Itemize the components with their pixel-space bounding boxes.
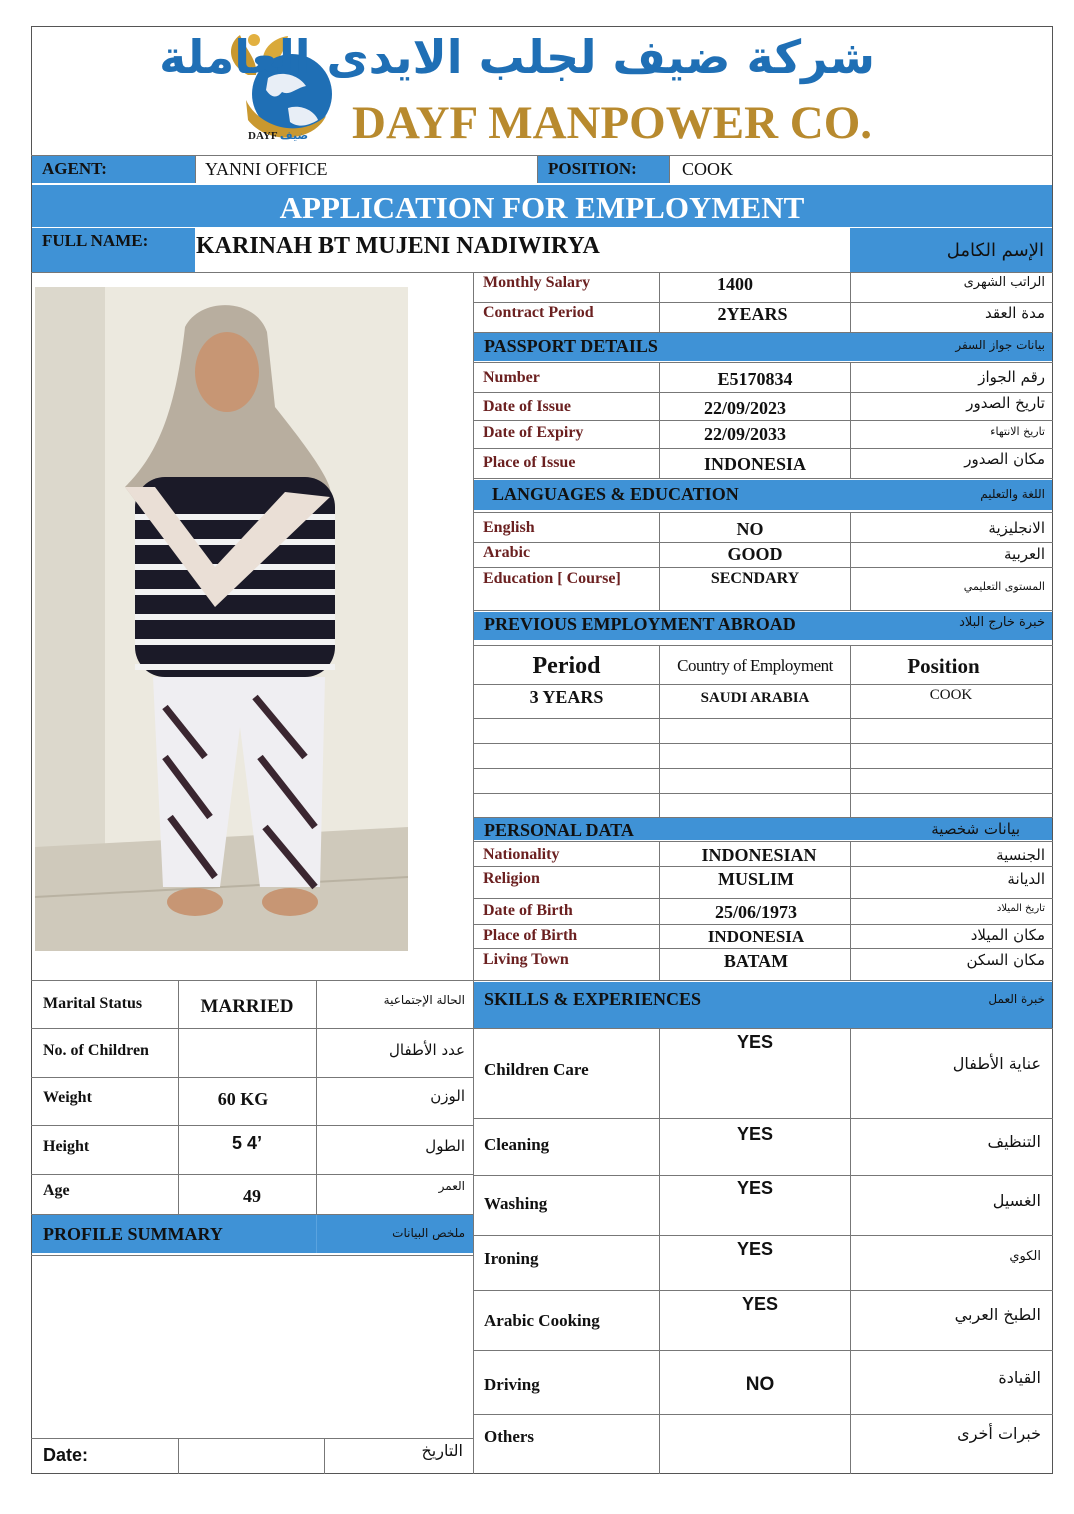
- fullname-value: KARINAH BT MUJENI NADIWIRYA: [196, 233, 600, 259]
- languages-section-arabic: اللغة والتعليم: [980, 487, 1045, 501]
- skill-value-driving: NO: [745, 1374, 775, 1395]
- expiry-date-label: Date of Expiry: [483, 424, 584, 441]
- profile-summary-area[interactable]: [32, 1256, 473, 1436]
- contract-period-value: 2YEARS: [717, 304, 788, 324]
- profile-summary-header: PROFILE SUMMARY: [43, 1224, 223, 1244]
- religion-arabic: الديانة: [1007, 870, 1045, 888]
- passport-number-value: E5170834: [717, 369, 793, 389]
- arabic-value: GOOD: [727, 544, 783, 564]
- company-name-english: DAYF MANPOWER CO.: [352, 97, 873, 149]
- skill-value-children-care: YES: [736, 1032, 774, 1052]
- skill-value-cleaning: YES: [736, 1124, 774, 1144]
- dob-label: Date of Birth: [483, 902, 573, 919]
- issue-date-arabic: تاريخ الصدور: [966, 394, 1045, 412]
- pob-value: INDONESIA: [707, 927, 805, 946]
- prev-row-period: 3 YEARS: [529, 687, 604, 707]
- pob-arabic: مكان الميلاد: [970, 926, 1045, 944]
- marital-status-label: Marital Status: [43, 995, 143, 1012]
- passport-section-header: PASSPORT DETAILS: [484, 336, 658, 356]
- arabic-label: Arabic: [483, 544, 531, 561]
- living-town-value: BATAM: [723, 951, 789, 971]
- skill-value-washing: YES: [736, 1178, 774, 1198]
- expiry-date-arabic: تاريخ الانتهاء: [990, 425, 1045, 438]
- expiry-date-value: 22/09/2033: [703, 424, 786, 444]
- skill-label-arabic-cooking: Arabic Cooking: [484, 1311, 600, 1330]
- weight-arabic: الوزن: [430, 1087, 465, 1105]
- weight-label: Weight: [43, 1089, 92, 1106]
- arabic-arabic: العربية: [1004, 545, 1045, 563]
- height-arabic: الطول: [425, 1137, 465, 1155]
- personal-data-header: PERSONAL DATA: [484, 820, 634, 840]
- col-period-header: Period: [532, 653, 601, 679]
- skill-label-ironing: Ironing: [484, 1249, 539, 1268]
- prev-row-country: SAUDI ARABIA: [700, 690, 810, 706]
- skills-section-arabic: خبرة العمل: [988, 992, 1045, 1006]
- nationality-label: Nationality: [483, 846, 560, 863]
- english-arabic: الانجليزية: [988, 519, 1045, 537]
- date-field[interactable]: [179, 1439, 324, 1473]
- skill-arabic-children-care: عناية الأطفال: [952, 1054, 1041, 1073]
- living-town-arabic: مكان السكن: [966, 951, 1045, 969]
- agent-label: AGENT:: [42, 159, 107, 178]
- form-title: APPLICATION FOR EMPLOYMENT: [279, 190, 805, 225]
- living-town-label: Living Town: [483, 951, 569, 968]
- religion-label: Religion: [483, 870, 540, 887]
- marital-status-value: MARRIED: [200, 996, 294, 1017]
- skill-label-others: Others: [484, 1427, 535, 1446]
- applicant-photo: [35, 287, 408, 951]
- weight-value: 60 KG: [217, 1089, 269, 1109]
- dob-arabic: تاريخ الميلاد: [996, 903, 1045, 914]
- personal-data-arabic: بيانات شخصية: [931, 820, 1020, 838]
- skill-label-children-care: Children Care: [484, 1060, 589, 1079]
- skill-value-arabic-cooking: YES: [741, 1294, 779, 1314]
- logo-caption: DAYF ضيف: [248, 129, 309, 142]
- date-label: Date:: [43, 1445, 89, 1465]
- salary-label: Monthly Salary: [483, 274, 591, 291]
- col-country-header: Country of Employment: [677, 656, 833, 675]
- skill-value-ironing: YES: [736, 1239, 774, 1259]
- passport-section-arabic: بيانات جواز السفر: [955, 338, 1045, 352]
- contract-period-arabic: مدة العقد: [985, 304, 1045, 322]
- education-label: Education [ Course]: [483, 570, 621, 587]
- previous-employment-header: PREVIOUS EMPLOYMENT ABROAD: [484, 614, 796, 634]
- marital-status-arabic: الحالة الإجتماعية: [383, 993, 465, 1007]
- height-label: Height: [43, 1138, 90, 1155]
- prev-row-position: COOK: [929, 687, 973, 703]
- pob-label: Place of Birth: [483, 927, 578, 944]
- height-value: 5 4’: [231, 1133, 263, 1153]
- fullname-label: FULL NAME:: [42, 231, 149, 250]
- passport-number-arabic: رقم الجواز: [978, 368, 1045, 386]
- nationality-value: INDONESIAN: [701, 845, 817, 865]
- skill-label-cleaning: Cleaning: [484, 1135, 550, 1154]
- fullname-arabic: الإسم الكامل: [946, 240, 1044, 261]
- english-label: English: [483, 519, 535, 536]
- skill-label-driving: Driving: [484, 1375, 540, 1394]
- nationality-arabic: الجنسية: [996, 846, 1045, 864]
- skill-arabic-cleaning: التنظيف: [987, 1132, 1041, 1151]
- date-arabic: التاريخ: [421, 1441, 463, 1460]
- dob-value: 25/06/1973: [714, 902, 797, 922]
- age-arabic: العمر: [438, 1179, 465, 1193]
- place-of-issue-label: Place of Issue: [483, 454, 576, 471]
- issue-date-label: Date of Issue: [483, 398, 571, 415]
- children-arabic: عدد الأطفال: [389, 1041, 465, 1059]
- skill-arabic-driving: القيادة: [998, 1368, 1041, 1387]
- children-label: No. of Children: [43, 1042, 149, 1059]
- col-position-header: Position: [907, 654, 980, 678]
- skill-label-washing: Washing: [484, 1194, 548, 1213]
- languages-section-header: LANGUAGES & EDUCATION: [492, 484, 739, 504]
- education-arabic: المستوى التعليمي: [963, 580, 1045, 593]
- religion-value: MUSLIM: [718, 869, 794, 889]
- place-of-issue-arabic: مكان الصدور: [964, 450, 1045, 468]
- skill-arabic-ironing: الكوي: [1009, 1249, 1041, 1264]
- skill-arabic-others: خبرات أخرى: [957, 1424, 1041, 1443]
- position-label: POSITION:: [548, 159, 637, 178]
- agent-value: YANNI OFFICE: [205, 159, 328, 179]
- company-name-arabic: شركة ضيف لجلب الايدى العاملة: [159, 30, 875, 84]
- skill-arabic-washing: الغسيل: [992, 1191, 1041, 1210]
- previous-employment-arabic: خبرة خارج البلاد: [959, 615, 1045, 630]
- age-value: 49: [243, 1186, 261, 1206]
- education-value: SECNDARY: [710, 570, 800, 587]
- english-value: NO: [736, 519, 764, 539]
- contract-period-label: Contract Period: [483, 304, 594, 321]
- skills-section-header: SKILLS & EXPERIENCES: [484, 989, 702, 1009]
- skill-arabic-arabic-cooking: الطبخ العربي: [954, 1305, 1041, 1324]
- place-of-issue-value: INDONESIA: [703, 454, 807, 474]
- issue-date-value: 22/09/2023: [703, 398, 786, 418]
- salary-arabic: الراتب الشهرى: [963, 275, 1045, 290]
- position-value: COOK: [682, 159, 734, 179]
- salary-value: 1400: [717, 274, 753, 294]
- profile-summary-arabic: ملخص البيانات: [392, 1226, 465, 1240]
- passport-number-label: Number: [483, 369, 540, 386]
- age-label: Age: [43, 1182, 70, 1199]
